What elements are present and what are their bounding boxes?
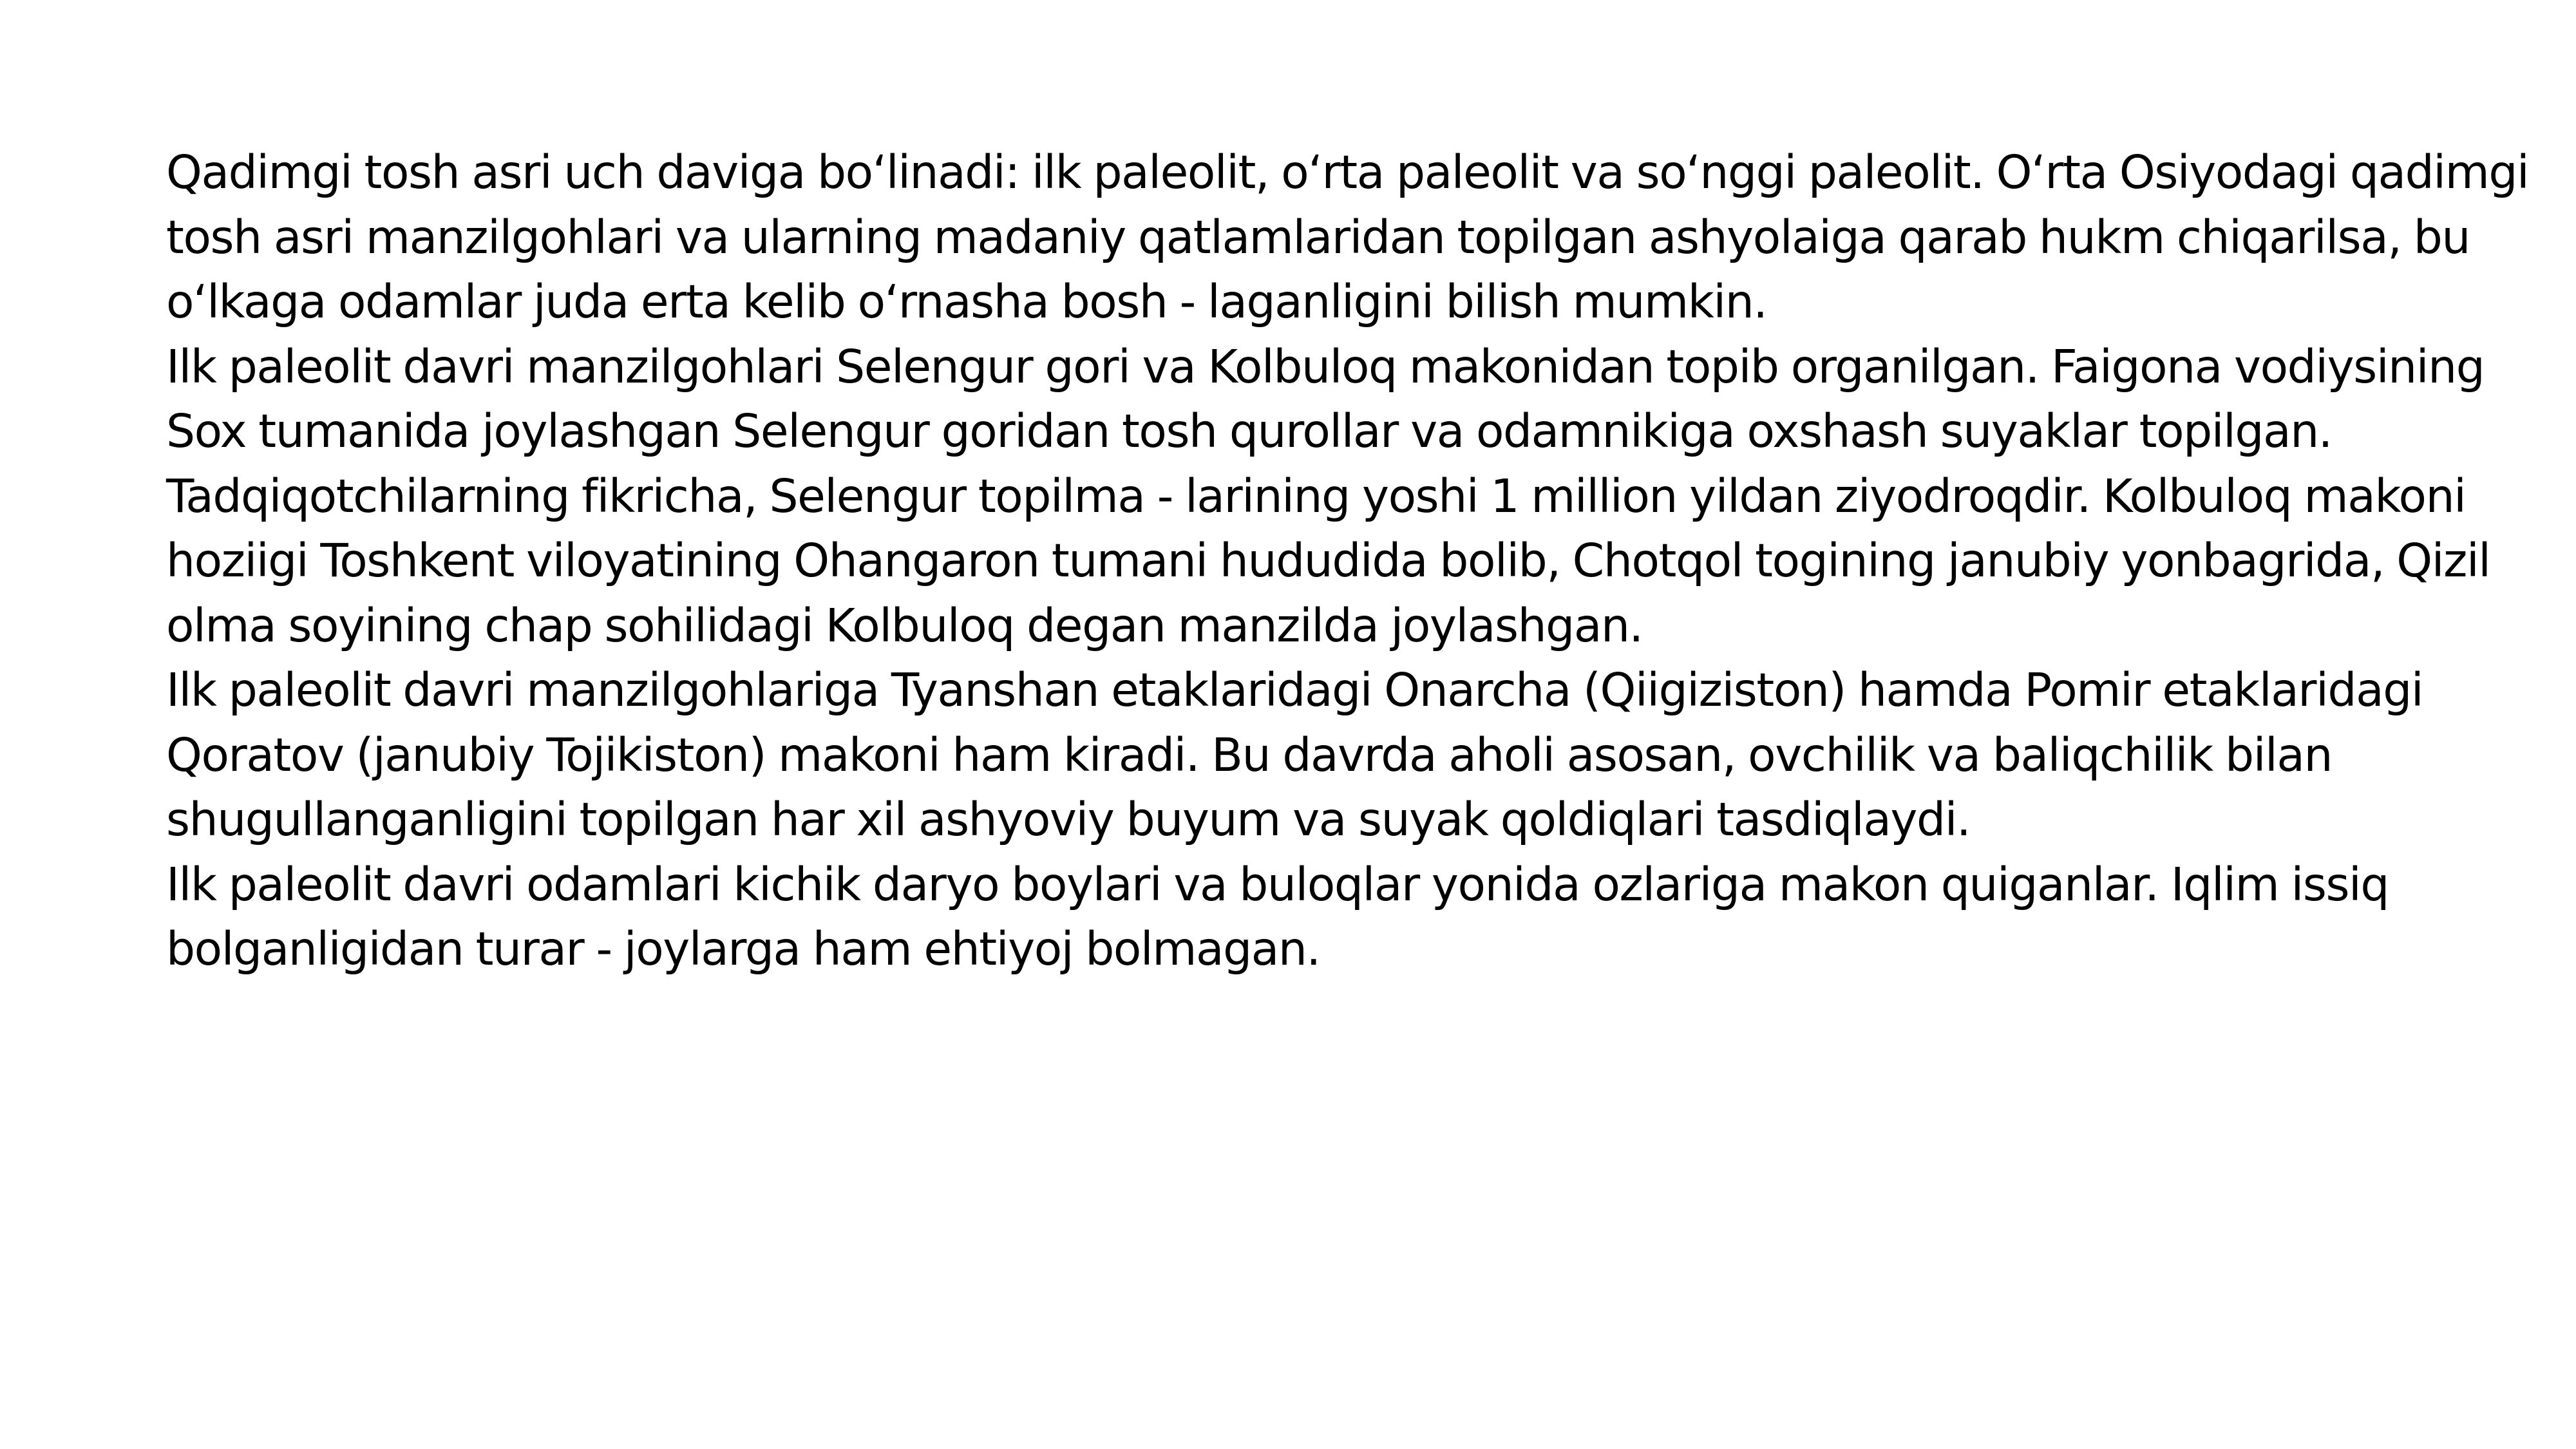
text-line: Qoratov (janubiy Tojikiston) makoni ham kiradi. Bu davrda aholi asosan, ovchilik va baliqchilik bilan — [166, 728, 2333, 782]
text-line: hoziigi Toshkent viloyatining Ohangaron tumani hududida bolib, Chotqol togining janubiy yonbagrida, Qizil — [166, 534, 2490, 587]
text-line: Ilk paleolit davri odamlari kichik daryo boylari va buloqlar yonida ozlariga makon quiganlar. Iqlim issiq — [166, 857, 2389, 911]
text-line: Qadimgi tosh asri uch daviga bo‘linadi: ilk paleolit, o‘rta paleolit va so‘nggi paleolit. O‘rta Osiyodagi qadimgi — [166, 146, 2529, 199]
text-line: o‘lkaga odamlar juda erta kelib o‘rnasha bosh - laganligini bilish mumkin. — [166, 275, 1767, 328]
text-line: olma soyining chap sohilidagi Kolbuloq degan manzilda joylashgan. — [166, 598, 1643, 652]
text-line: tosh asri manzilgohlari va ularning madaniy qatlamlaridan topilgan ashyolaiga qarab hukm chiqarilsa, bu — [166, 210, 2470, 264]
body-text — [166, 140, 2549, 982]
text-line: shugullanganligini topilgan har xil ashyoviy buyum va suyak qoldiqlari tasdiqlaydi. — [166, 793, 1971, 846]
text-line: Sox tumanida joylashgan Selengur goridan tosh qurollar va odamnikiga oxshash suyaklar topilgan. — [166, 404, 2332, 458]
text-line: bolganligidan turar - joylarga ham ehtiyoj bolmagan. — [166, 922, 1320, 976]
text-line: Ilk paleolit davri manzilgohlari Selengur gori va Kolbuloq makonidan topib organilgan. Faigona vodiysining — [166, 339, 2485, 393]
text-line: Tadqiqotchilarning fikricha, Selengur topilma - larining yoshi 1 million yildan ziyodroqdir. Kolbuloq makoni — [166, 469, 2466, 523]
text-line: Ilk paleolit davri manzilgohlariga Tyanshan etaklaridagi Onarcha (Qiigiziston) hamda Pomir etaklaridagi — [166, 663, 2423, 717]
